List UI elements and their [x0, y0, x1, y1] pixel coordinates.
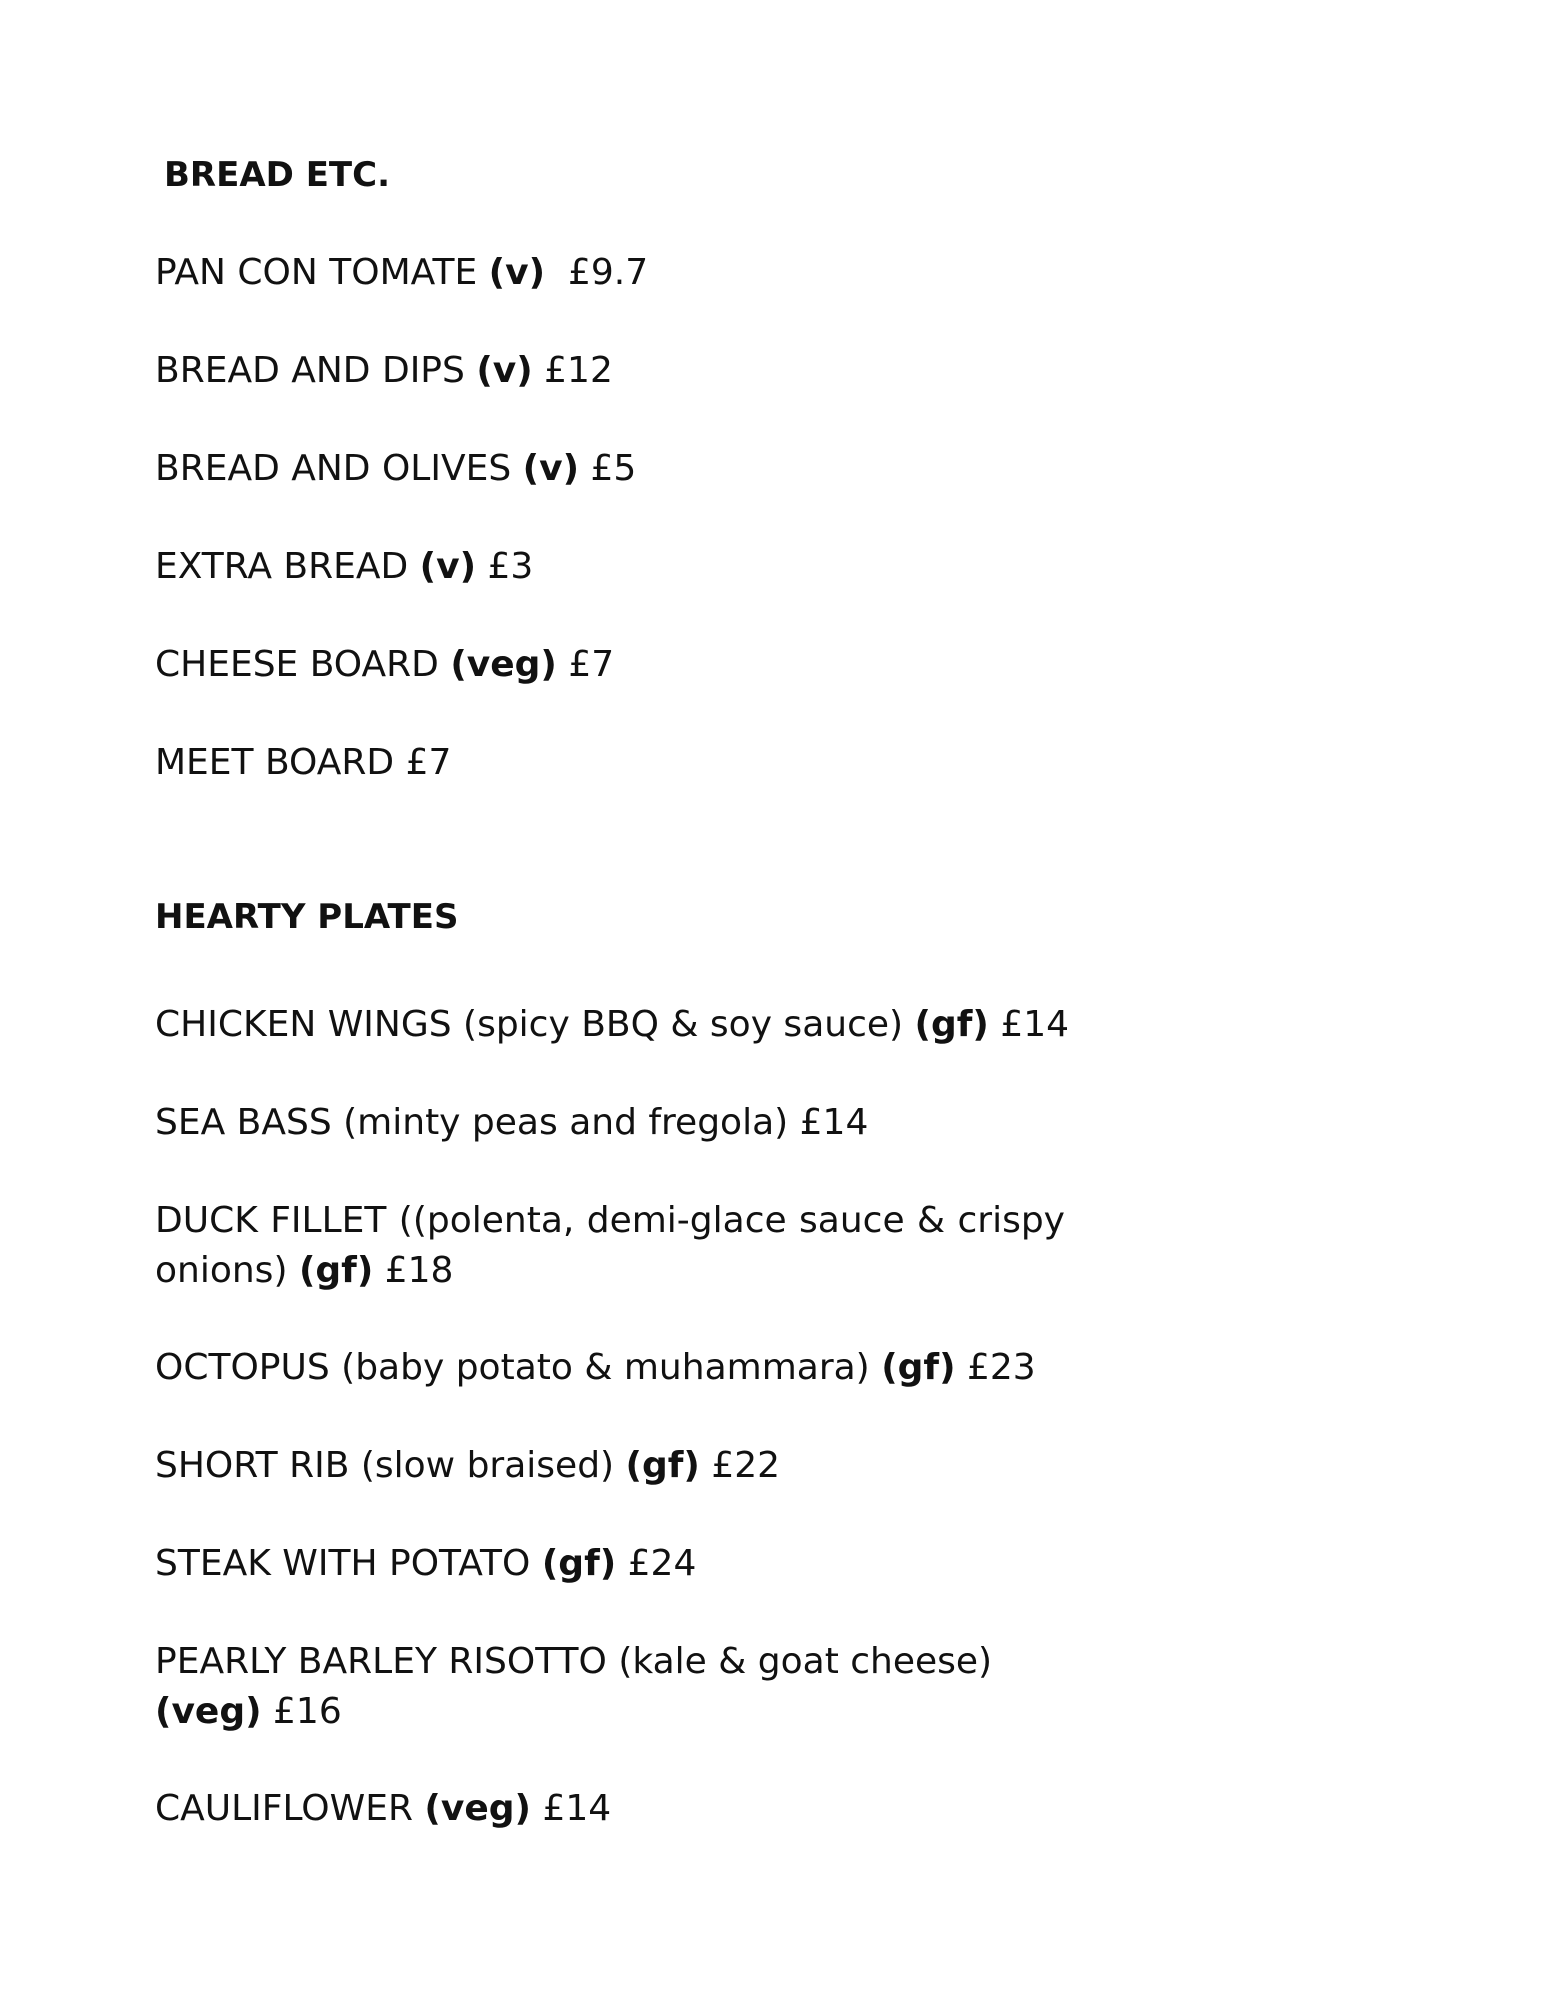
item-name: CAULIFLOWER — [155, 1788, 413, 1829]
dietary-tag: (gf) — [914, 1004, 989, 1045]
dietary-tag: (v) — [419, 546, 477, 587]
item-price: £14 — [799, 1102, 869, 1143]
item-name: BREAD AND OLIVES — [155, 448, 512, 489]
item-price: £18 — [384, 1250, 454, 1291]
dietary-tag: (v) — [488, 252, 546, 293]
dietary-tag: (veg) — [155, 1691, 262, 1732]
menu-item-meet-board — [155, 738, 451, 788]
item-name: DUCK FILLET ((polenta, demi-glace sauce & crispy onions) — [155, 1200, 1065, 1291]
menu-item-pearly-barley-risotto — [155, 1637, 992, 1737]
item-name: BREAD AND DIPS — [155, 350, 465, 391]
item-price: £5 — [590, 448, 637, 489]
dietary-tag: (gf) — [541, 1543, 617, 1584]
menu-item-octopus — [155, 1343, 1036, 1393]
item-name: SHORT RIB (slow braised) — [155, 1445, 615, 1486]
menu-item-bread-and-dips — [155, 346, 613, 396]
dietary-tag: (veg) — [424, 1788, 531, 1829]
section-title-bread: BREAD ETC. — [164, 155, 390, 195]
menu-item-pan-con-tomate — [155, 248, 648, 298]
dietary-tag: (gf) — [298, 1250, 374, 1291]
item-price: £3 — [487, 546, 534, 587]
menu-item-steak-with-potato — [155, 1539, 696, 1589]
item-name: CHEESE BOARD — [155, 644, 439, 685]
item-price: £22 — [711, 1445, 781, 1486]
item-price: £7 — [405, 742, 452, 783]
menu-item-cauliflower — [155, 1784, 611, 1834]
item-price: £23 — [966, 1347, 1036, 1388]
dietary-tag: (v) — [522, 448, 580, 489]
item-name: SEA BASS (minty peas and fregola) — [155, 1102, 789, 1143]
item-price: £9.7 — [567, 252, 649, 293]
menu-item-sea-bass — [155, 1098, 868, 1148]
item-name: MEET BOARD — [155, 742, 395, 783]
item-name: OCTOPUS (baby potato & muhammara) — [155, 1347, 870, 1388]
item-price: £12 — [544, 350, 613, 391]
dietary-tag: (veg) — [450, 644, 557, 685]
menu-item-cheese-board — [155, 640, 614, 690]
item-price: £14 — [542, 1788, 612, 1829]
item-name: PEARLY BARLEY RISOTTO (kale & goat cheese) — [155, 1641, 993, 1682]
dietary-tag: (gf) — [625, 1445, 700, 1486]
dietary-tag: (v) — [476, 350, 533, 391]
item-price: £14 — [1000, 1004, 1070, 1045]
menu-item-chicken-wings — [155, 1000, 1069, 1050]
section-title-hearty-plates: HEARTY PLATES — [155, 897, 459, 937]
item-price: £16 — [273, 1691, 342, 1732]
menu-item-duck-fillet — [155, 1196, 1065, 1296]
menu-item-short-rib — [155, 1441, 780, 1491]
item-name: PAN CON TOMATE — [155, 252, 478, 293]
item-name: EXTRA BREAD — [155, 546, 409, 587]
menu-item-bread-and-olives — [155, 444, 636, 494]
item-name: STEAK WITH POTATO — [155, 1543, 531, 1584]
item-name: CHICKEN WINGS (spicy BBQ & soy sauce) — [155, 1004, 904, 1045]
item-price: £24 — [627, 1543, 697, 1584]
menu-item-extra-bread — [155, 542, 533, 592]
item-price: £7 — [568, 644, 615, 685]
dietary-tag: (gf) — [881, 1347, 956, 1388]
